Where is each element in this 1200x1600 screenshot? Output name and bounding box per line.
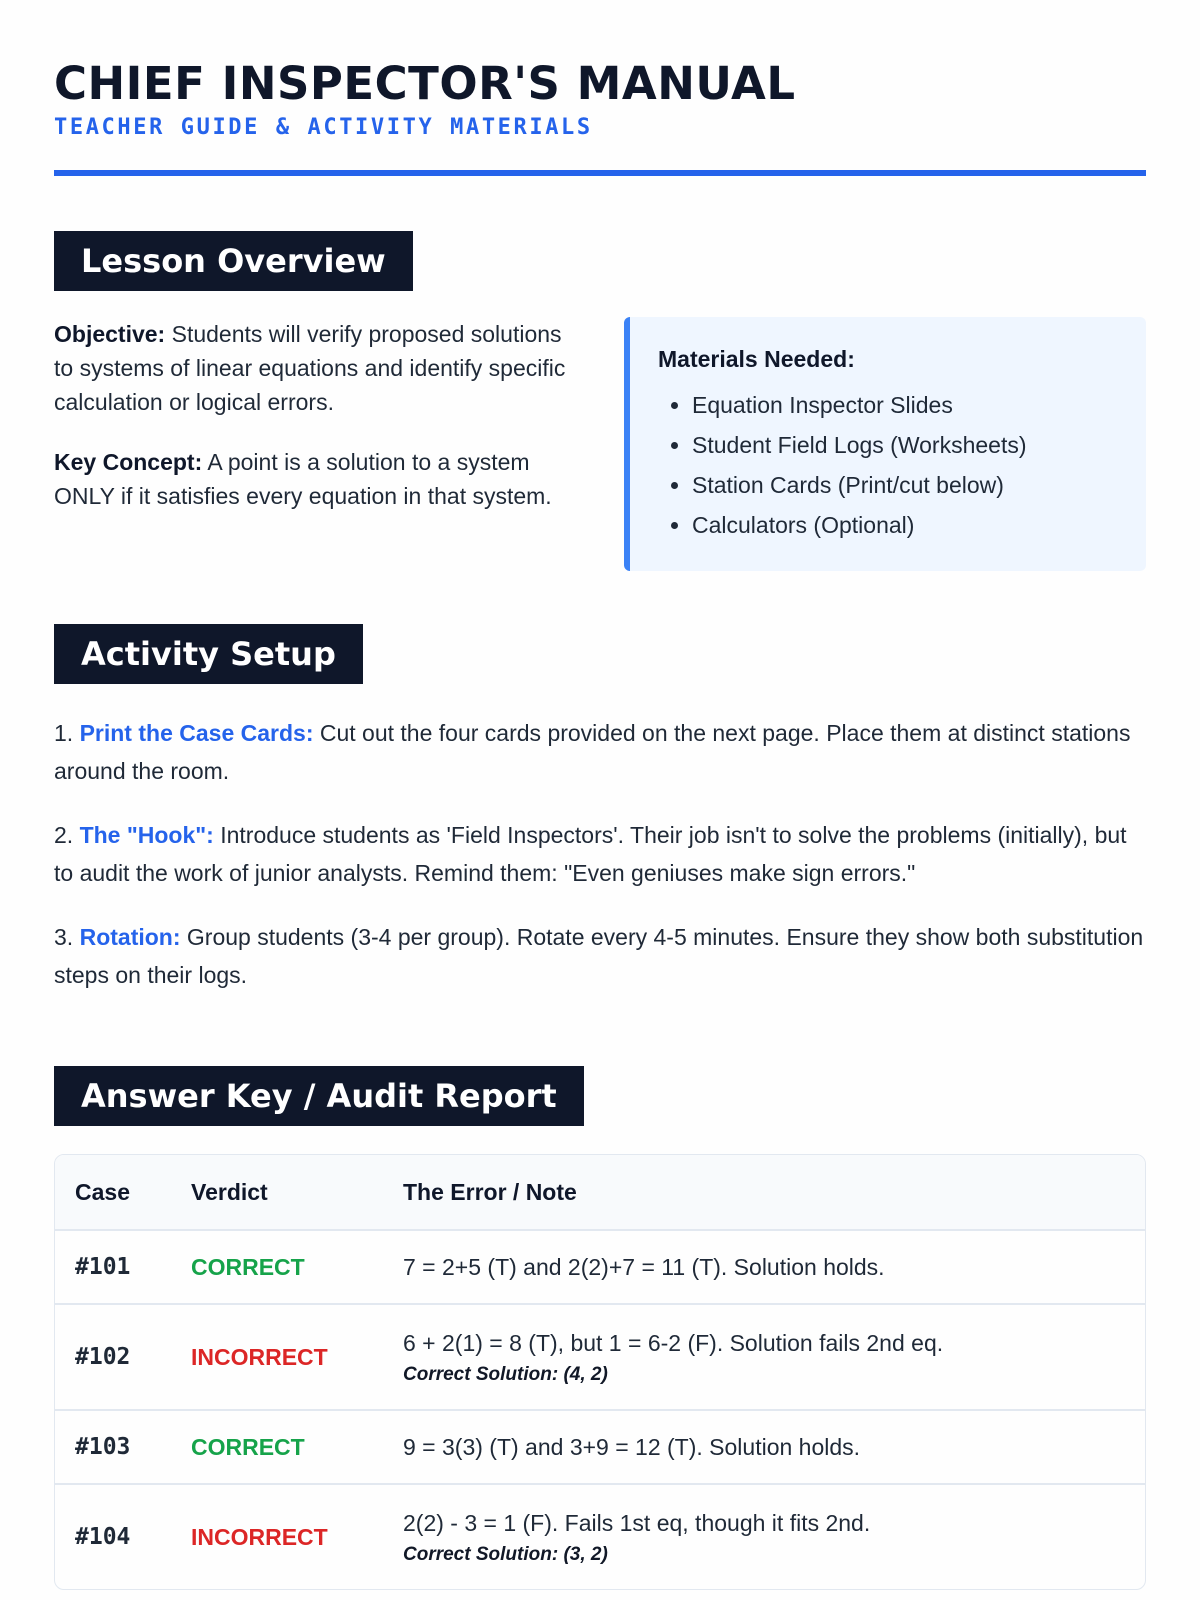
case-id: #103 bbox=[55, 1410, 171, 1484]
verdict-correct: CORRECT bbox=[171, 1230, 383, 1304]
column-header-verdict: Verdict bbox=[171, 1155, 383, 1230]
answer-key-table bbox=[54, 1154, 1146, 1590]
materials-box bbox=[624, 317, 1146, 571]
objective-text: Students will verify proposed solutions to systems of linear equations and identify specific calculation or logical errors. bbox=[54, 321, 566, 415]
step-number: 3. bbox=[54, 924, 80, 950]
answer-key-heading: Answer Key / Audit Report bbox=[54, 1066, 584, 1126]
key-concept-text: A point is a solution to a system ONLY if it satisfies every equation in that system. bbox=[54, 449, 552, 509]
title-divider bbox=[54, 170, 1146, 176]
step-number: 2. bbox=[54, 822, 80, 848]
materials-item: • Student Field Logs (Worksheets) bbox=[692, 425, 1116, 465]
key-concept-label: Key Concept: bbox=[54, 449, 203, 475]
case-id: #101 bbox=[55, 1230, 171, 1304]
activity-setup-steps bbox=[54, 714, 1146, 994]
table-row bbox=[55, 1484, 1145, 1589]
lesson-overview-heading: Lesson Overview bbox=[54, 231, 413, 291]
step-label: Print the Case Cards: bbox=[79, 720, 314, 746]
setup-step-2 bbox=[54, 816, 1146, 892]
step-label: The "Hook": bbox=[79, 822, 214, 848]
error-note: 6 + 2(1) = 8 (T), but 1 = 6-2 (F). Solution fails 2nd eq. bbox=[403, 1329, 944, 1356]
activity-setup-heading: Activity Setup bbox=[54, 624, 363, 684]
materials-item: • Station Cards (Print/cut below) bbox=[692, 465, 1116, 505]
verdict-incorrect: INCORRECT bbox=[191, 1523, 328, 1550]
error-note: 7 = 2+5 (T) and 2(2)+7 = 11 (T). Solution holds. bbox=[403, 1254, 885, 1280]
correct-solution: Correct Solution: (4, 2) bbox=[403, 1363, 608, 1385]
error-note: 2(2) - 3 = 1 (F). Fails 1st eq, though it fits 2nd. bbox=[403, 1509, 871, 1536]
column-header-case: Case bbox=[55, 1155, 171, 1230]
error-note-cell bbox=[383, 1484, 1145, 1589]
case-id: #102 bbox=[55, 1304, 171, 1410]
objective-label: Objective: bbox=[54, 321, 166, 347]
step-text: Group students (3-4 per group). Rotate every 4-5 minutes. Ensure they show both substitution steps on their logs. bbox=[54, 924, 1144, 988]
step-text: Introduce students as 'Field Inspectors'. Their job isn't to solve the problems (initially), but to audit the work of junior analysts. Remind them: "Even geniuses make sign errors." bbox=[54, 822, 1127, 886]
error-note-cell bbox=[383, 1304, 1145, 1410]
verdict-incorrect: INCORRECT bbox=[171, 1304, 383, 1410]
overview-text bbox=[54, 317, 574, 571]
error-note: 9 = 3(3) (T) and 3+9 = 12 (T). Solution holds. bbox=[403, 1434, 861, 1460]
materials-title: Materials Needed: bbox=[658, 346, 855, 372]
error-note-cell bbox=[383, 1230, 1145, 1304]
document-subtitle: TEACHER GUIDE & ACTIVITY MATERIALS bbox=[54, 115, 593, 140]
objective-paragraph bbox=[54, 317, 574, 419]
table-row bbox=[55, 1304, 1145, 1410]
step-text: Cut out the four cards provided on the next page. Place them at distinct stations around the room. bbox=[54, 720, 1131, 784]
materials-list bbox=[658, 385, 1116, 545]
document-title: CHIEF INSPECTOR'S MANUAL bbox=[54, 57, 796, 110]
case-id: #104 bbox=[75, 1524, 131, 1550]
lesson-overview-section bbox=[54, 317, 1146, 571]
setup-step-1 bbox=[54, 714, 1146, 790]
error-note-cell bbox=[383, 1410, 1145, 1484]
materials-item: • Calculators (Optional) bbox=[692, 505, 1116, 545]
step-number: 1. bbox=[54, 720, 80, 746]
table-row bbox=[55, 1230, 1145, 1304]
table-header-row bbox=[55, 1155, 1145, 1230]
verdict-correct: CORRECT bbox=[171, 1410, 383, 1484]
materials-item: • Equation Inspector Slides bbox=[692, 385, 1116, 425]
correct-solution: Correct Solution: (3, 2) bbox=[403, 1543, 608, 1565]
setup-step-3 bbox=[54, 918, 1146, 994]
column-header-note: The Error / Note bbox=[383, 1155, 1145, 1230]
key-concept-paragraph bbox=[54, 445, 574, 513]
step-label: Rotation: bbox=[79, 924, 181, 950]
table-row bbox=[55, 1410, 1145, 1484]
